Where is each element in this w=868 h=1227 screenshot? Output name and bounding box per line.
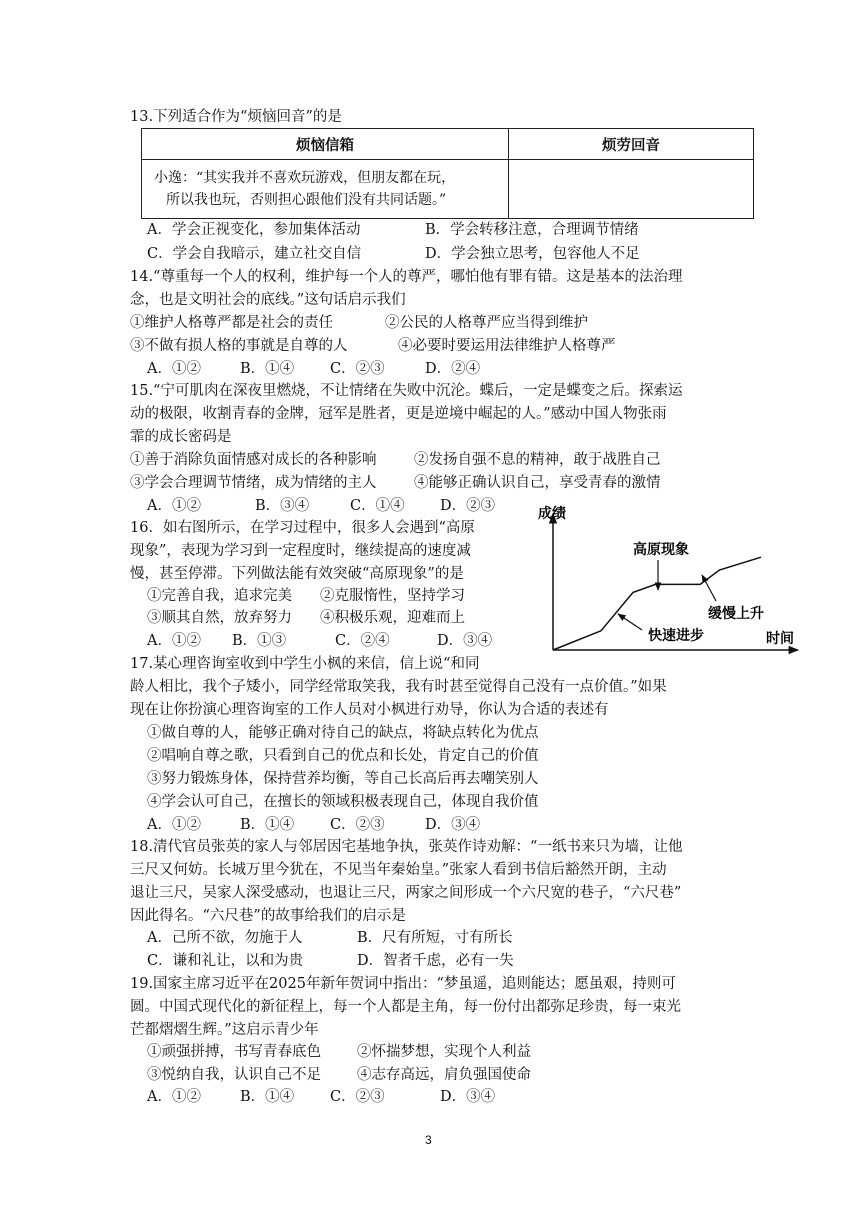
q17-option-a: A．①② [147, 817, 201, 833]
q19-statement-1: ①顽强拼搏，书写青春底色 [147, 1044, 321, 1060]
q16-option-b: B．①③ [232, 633, 287, 649]
q15-stem-line-3: 霏的成长密码是 [130, 429, 232, 445]
table-header-worry-mailbox: 烦恼信箱 [142, 129, 509, 160]
q19-option-a: A．①② [147, 1089, 201, 1105]
q15-stem-line-1: 15.“宁可肌肉在深夜里燃烧，不让情绪在失败中沉沦。蝶后，一定是蝶变之后。探索运 [130, 383, 683, 399]
q14-option-d: D．②④ [425, 361, 481, 377]
annotation-slow-rise: 缓慢上升 [708, 606, 764, 622]
q16-option-c: C．②④ [335, 633, 390, 649]
q18-option-d: D．智者千虑，必有一失 [357, 953, 514, 969]
q14-statement-1: ①维护人格尊严都是社会的责任 [130, 315, 333, 331]
letter-line-2: 所以我也玩，否则担心跟他们没有共同话题。” [166, 192, 447, 208]
q15-option-b: B．③④ [255, 498, 310, 514]
q14-statement-2: ②公民的人格尊严应当得到维护 [385, 315, 588, 331]
q18-option-c: C．谦和礼让，以和为贵 [147, 953, 304, 969]
q19-option-d: D．③④ [440, 1089, 496, 1105]
q15-stem-line-2: 动的极限，收割青春的金牌，冠军是胜者，更是逆境中崛起的人。”感动中国人物张雨 [130, 406, 667, 422]
q16-statement-2: ②克服惰性，坚持学习 [320, 588, 465, 604]
q18-stem-line-2: 三尺又何妨。长城万里今犹在，不见当年秦始皇。”张家人看到书信后豁然开朗，主动 [130, 862, 667, 878]
q16-statement-1: ①完善自我，追求完美 [147, 588, 292, 604]
q13-option-d: D．学会独立思考，包容他人不足 [425, 246, 640, 262]
q16-stem-line-2: 现象”，表现为学习到一定程度时，继续提高的速度减 [130, 543, 471, 559]
q17-stem-line-1: 17.某心理咨询室收到中学生小枫的来信，信上说“和同 [130, 656, 480, 672]
q13-table [141, 128, 754, 219]
q17-stem-line-2: 龄人相比，我个子矮小，同学经常取笑我，我有时甚至觉得自己没有一点价值。”如果 [130, 679, 667, 695]
q14-statement-3: ③不做有损人格的事就是自尊的人 [130, 338, 348, 354]
letter-line-1: 小逸：“其实我并不喜欢玩游戏，但朋友都在玩， [154, 170, 456, 186]
q17-option-d: D．③④ [425, 817, 481, 833]
q19-stem-line-1: 19.国家主席习近平在2025年新年贺词中指出：“梦虽遥，追则能达；愿虽艰，持则可 [130, 976, 676, 992]
q16-stem-line-1: 16．如右图所示，在学习过程中，很多人会遇到“高原 [130, 520, 475, 536]
q17-option-b: B．①④ [240, 817, 295, 833]
table-cell-reply [509, 160, 754, 219]
q19-stem-line-2: 圆。中国式现代化的新征程上，每一个人都是主角，每一份付出都弥足珍贵，每一束光 [130, 999, 681, 1015]
page-number: 3 [425, 1133, 432, 1147]
q14-statement-4: ④必要时要运用法律维护人格尊严 [398, 338, 616, 354]
y-axis-label: 成绩 [538, 506, 566, 522]
q13-option-c: C．学会自我暗示，建立社交自信 [147, 246, 362, 262]
q15-statement-2: ②发扬自强不息的精神，敢于战胜自己 [414, 452, 661, 468]
table-header-reply: 烦劳回音 [509, 129, 754, 160]
q17-statement-4: ④学会认可自己，在擅长的领域积极表现自己，体现自我价值 [147, 794, 539, 810]
q19-statement-4: ④志存高远，肩负强国使命 [357, 1067, 531, 1083]
q17-statement-2: ②唱响自尊之歌，只看到自己的优点和长处，肯定自己的价值 [147, 748, 539, 764]
annotation-fast-progress: 快速进步 [648, 628, 704, 644]
q14-option-a: A．①② [147, 361, 201, 377]
q19-stem-line-3: 芒都熠熠生辉。”这启示青少年 [130, 1022, 319, 1038]
q17-stem-line-3: 现在让你扮演心理咨询室的工作人员对小枫进行劝导，你认为合适的表述有 [130, 702, 609, 718]
q18-stem-line-4: 因此得名。“六尺巷”的故事给我们的启示是 [130, 908, 406, 924]
q15-option-a: A．①② [147, 498, 201, 514]
q13-option-a: A．学会正视变化，参加集体活动 [147, 222, 361, 238]
q16-option-d: D．③④ [437, 633, 493, 649]
plateau-chart [530, 500, 805, 660]
q13-stem: 13.下列适合作为“烦恼回音”的是 [130, 109, 342, 125]
q14-stem-line-1: 14.“尊重每一个人的权利，维护每一个人的尊严，哪怕他有罪有错。这是基本的法治理 [130, 269, 683, 285]
q15-option-d: D．②③ [440, 498, 496, 514]
q19-option-c: C．②③ [330, 1089, 385, 1105]
q15-statement-1: ①善于消除负面情感对成长的各种影响 [130, 452, 377, 468]
q15-statement-4: ④能够正确认识自己，享受青春的激情 [414, 475, 661, 491]
table-cell-letter [142, 160, 509, 219]
q18-stem-line-1: 18.清代官员张英的家人与邻居因宅基地争执，张英作诗劝解：“一纸书来只为墙，让他 [130, 839, 683, 855]
q19-option-b: B．①④ [240, 1089, 295, 1105]
q18-option-a: A．己所不欲，勿施于人 [147, 930, 303, 946]
q17-option-c: C．②③ [330, 817, 385, 833]
q14-stem-line-2: 念，也是文明社会的底线。”这句话启示我们 [130, 292, 406, 308]
q15-statement-3: ③学会合理调节情绪，成为情绪的主人 [130, 475, 377, 491]
annotation-plateau: 高原现象 [633, 542, 689, 558]
slow-rise-arrow [702, 575, 716, 601]
q15-option-c: C．①④ [350, 498, 405, 514]
x-axis-label: 时间 [766, 631, 794, 647]
q19-statement-2: ②怀揣梦想，实现个人利益 [357, 1044, 531, 1060]
q17-statement-1: ①做自尊的人，能够正确对待自己的缺点，将缺点转化为优点 [147, 725, 539, 741]
q18-stem-line-3: 退让三尺，吴家人深受感动，也退让三尺，两家之间形成一个六尺宽的巷子，“六尺巷” [130, 885, 682, 901]
q16-stem-line-3: 慢，甚至停滞。下列做法能有效突破“高原现象”的是 [130, 566, 464, 582]
q13-option-b: B．学会转移注意，合理调节情绪 [425, 222, 639, 238]
fast-progress-arrow [618, 614, 642, 630]
q16-statement-4: ④积极乐观，迎难而上 [320, 610, 465, 626]
q17-statement-3: ③努力锻炼身体，保持营养均衡，等自己长高后再去嘲笑别人 [147, 771, 539, 787]
q18-option-b: B．尺有所短，寸有所长 [357, 930, 513, 946]
q16-option-a: A．①② [147, 633, 201, 649]
q19-statement-3: ③悦纳自我，认识自己不足 [147, 1067, 321, 1083]
q14-option-b: B．①④ [240, 361, 295, 377]
q14-option-c: C．②③ [330, 361, 385, 377]
q16-statement-3: ③顺其自然，放弃努力 [147, 610, 292, 626]
